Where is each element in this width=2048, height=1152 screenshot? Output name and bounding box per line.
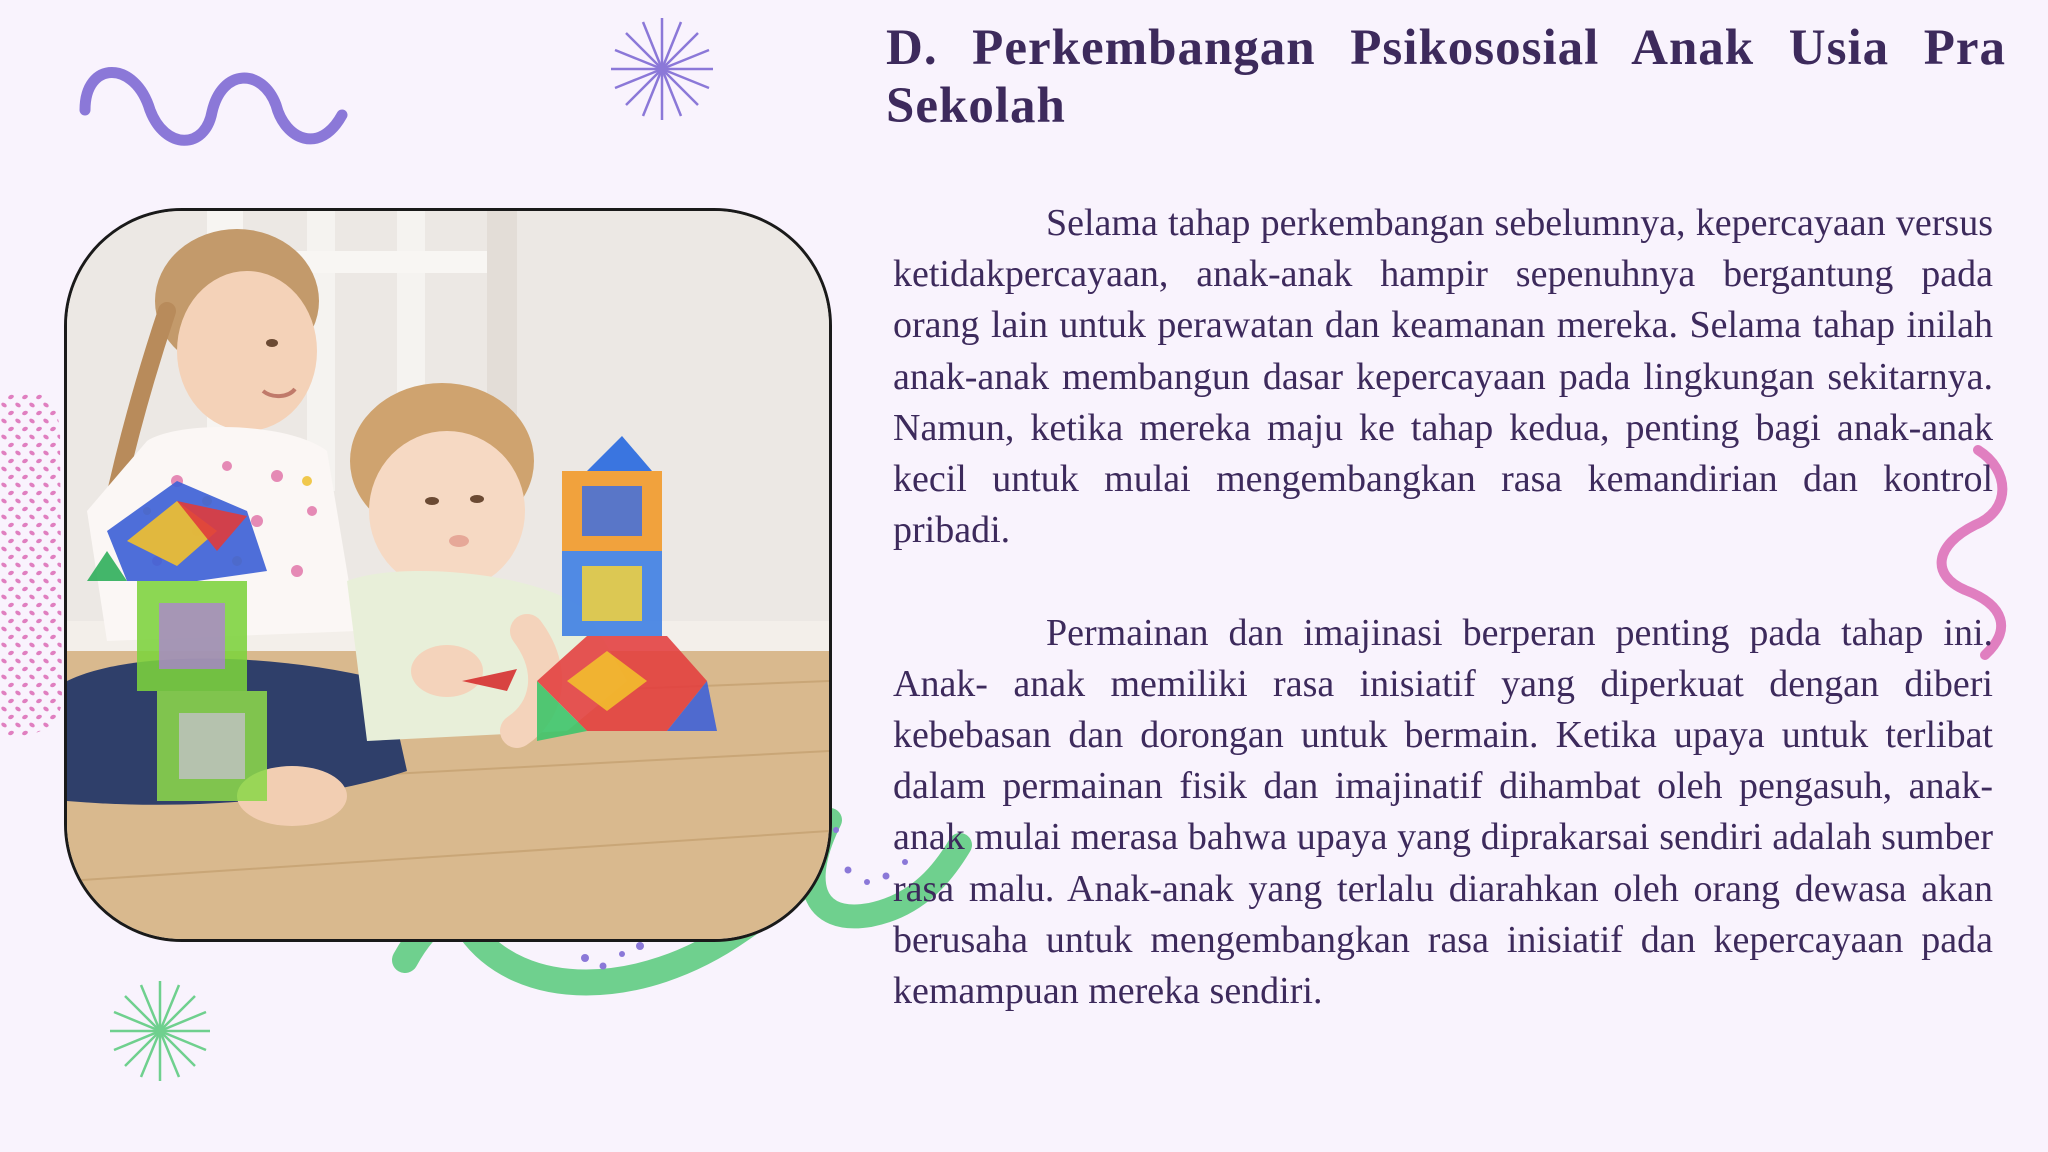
- children-playing-photo: [64, 208, 832, 942]
- page-title: D. Perkembangan Psikososial Anak Usia Pra Sekolah: [886, 20, 2006, 134]
- paragraph-1: Selama tahap perkembangan sebelumnya, kepercayaan versus ketidakpercayaan, anak-anak hampir sepenuhnya bergantung pada orang lain untuk perawatan dan keamanan mereka. Selama tahap inilah anak-anak membangun dasar kepercayaan pada lingkungan sekitarnya. Namun, ketika mereka maju ke tahap kedua, penting bagi anak-anak kecil untuk mulai mengembangkan rasa kemandirian dan kontrol pribadi.: [893, 202, 1993, 552]
- green-starburst-icon: [110, 981, 210, 1081]
- paragraph-2: Permainan dan imajinasi berperan penting pada tahap ini. Anak- anak memiliki rasa inisiatif yang diperkuat dengan diberi kebebasan dan dorongan untuk bermain. Ketika upaya untuk terlibat dalam permainan fisik dan imajinatif dihambat oleh pengasuh, anak-anak mulai merasa bahwa upaya yang diprakarsai sendiri adalah sumber rasa malu. Anak-anak yang terlalu diarahkan oleh orang dewasa akan berusaha untuk mengembangkan rasa inisiatif dan kepercayaan pada kemampuan mereka sendiri.: [893, 611, 1993, 1013]
- body-text: [893, 198, 1993, 1017]
- pink-dot-pattern-icon: [0, 391, 62, 736]
- purple-wave-icon: [85, 73, 342, 141]
- purple-starburst-icon: [611, 18, 713, 120]
